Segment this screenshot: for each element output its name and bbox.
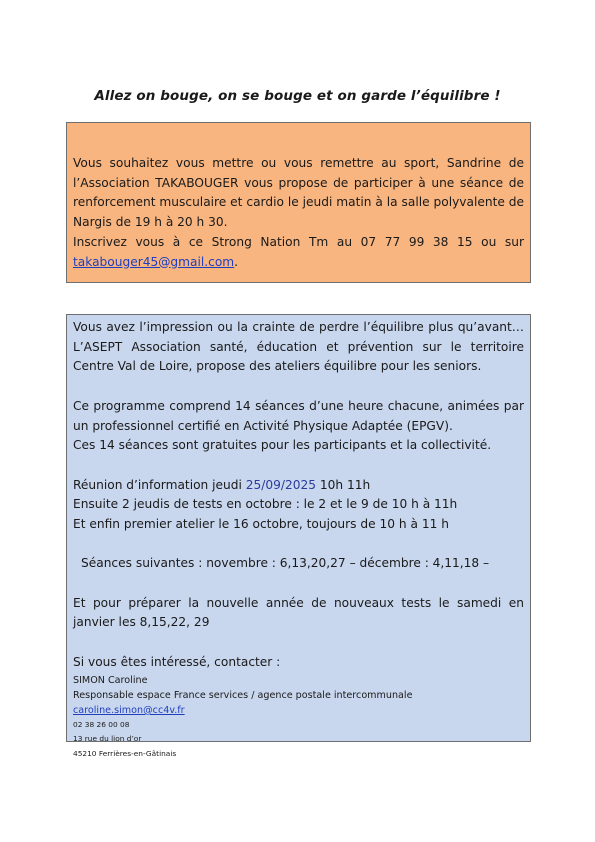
contact-intro: Si vous êtes intéressé, contacter : [73, 654, 281, 669]
meeting-date: 25/09/2025 [245, 477, 316, 492]
meeting-prefix: Réunion d’information jeudi [73, 477, 246, 492]
registration-text: Inscrivez vous à ce Strong Nation Tm au 07 77 99 38 15 ou sur [73, 234, 524, 249]
program-description: Ce programme comprend 14 séances d’une heure chacune, animées par un professionnel certifié en Activité Physique Adaptée (EPGV). [73, 398, 524, 433]
free-sessions: Ces 14 séances sont gratuites pour les participants et la collectivité. [73, 438, 492, 453]
first-workshop: Et enfin premier atelier le 16 octobre, toujours de 10 h à 11 h [73, 517, 449, 531]
takabouger-description: Vous souhaitez vous mettre ou vous remettre au sport, Sandrine de l’Association TAKABOUGER vous propose de participer à une séance de renforcement musculaire et cardio le jeudi matin à la salle polyvalente de Nargis de 19 h à 20 h 30. [73, 156, 524, 230]
info-meeting [73, 476, 524, 496]
takabouger-registration [73, 233, 524, 272]
contact-name: SIMON Caroline [73, 674, 148, 686]
january-tests: Et pour préparer la nouvelle année de nouveaux tests le samedi en janvier les 8,15,22, 29 [73, 595, 524, 630]
asept-announcement [66, 314, 531, 758]
contact-address-street: 13 rue du lion d’or [73, 734, 142, 744]
test-dates: Ensuite 2 jeudis de tests en octobre : le 2 et le 9 de 10 h à 11h [73, 497, 458, 512]
contact-role: Responsable espace France services / agence postale intercommunale [73, 689, 413, 701]
contact-address-city: 45210 Ferrières-en-Gâtinais [73, 748, 177, 758]
contact-phone: 02 38 26 00 08 [73, 720, 130, 730]
next-sessions: Séances suivantes : novembre : 6,13,20,27 – décembre : 4,11,18 – [81, 556, 490, 571]
meeting-suffix: 10h 11h [316, 477, 371, 492]
takabouger-email-link[interactable]: takabouger45@gmail.com [73, 254, 235, 269]
takabouger-announcement [66, 122, 531, 283]
contact-email-link[interactable]: caroline.simon@cc4v.fr [73, 704, 185, 716]
asept-intro: Vous avez l’impression ou la crainte de perdre l’équilibre plus qu’avant… L’ASEPT Association santé, éducation et prévention sur le territoire Centre Val de Loire, propose des ateliers équilibre pour les seniors. [73, 320, 524, 374]
email-suffix: . [234, 254, 239, 269]
contact-email-line [73, 703, 524, 718]
page-title: Allez on bouge, on se bouge et on garde l’équilibre ! [94, 88, 501, 104]
